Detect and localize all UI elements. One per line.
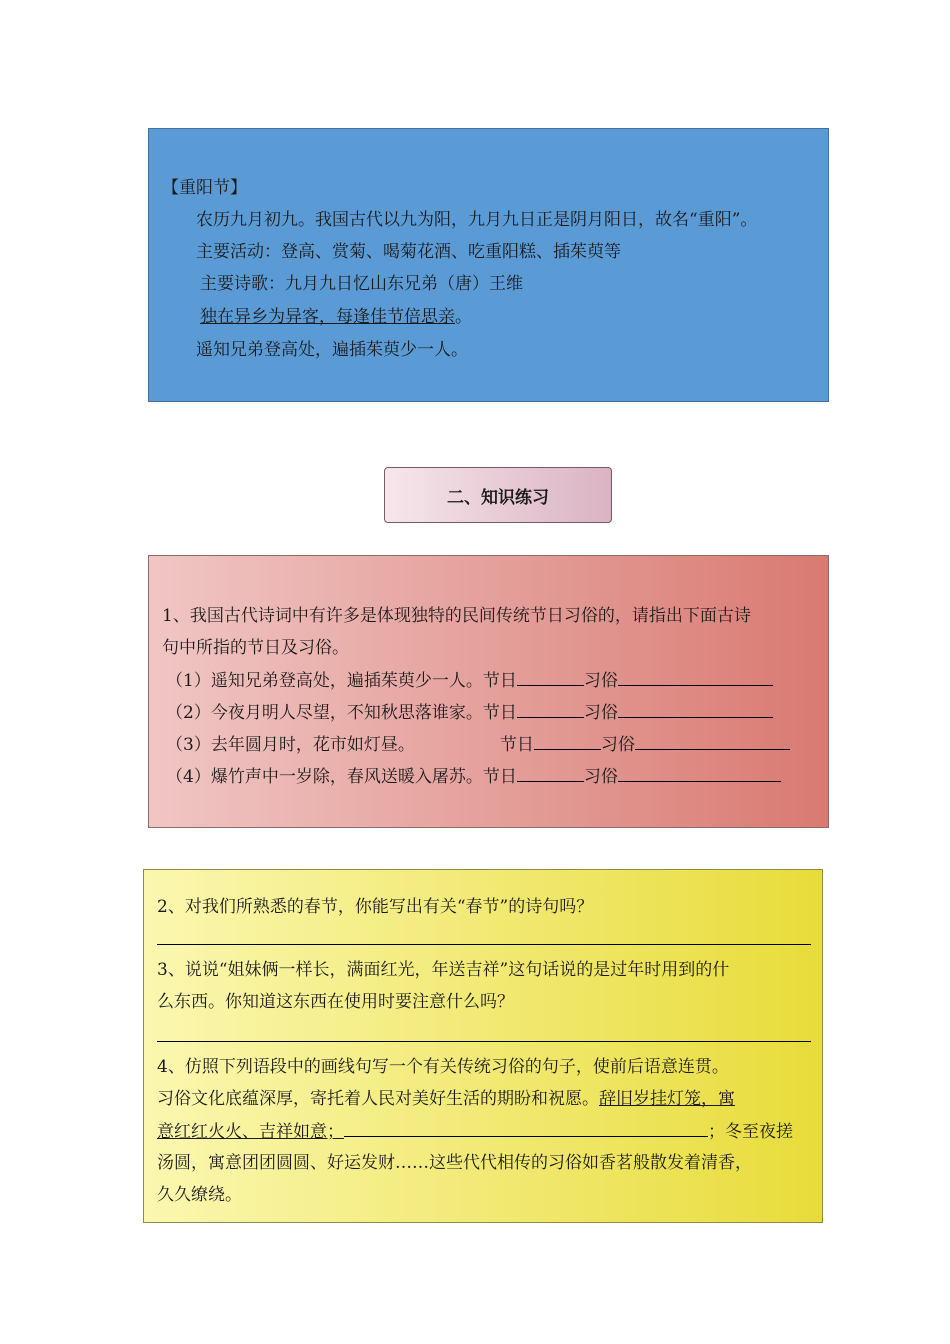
chongyang-intro: 农历九月初九。我国古代以九为阳，九月九日正是阴月阳日，故名“重阳”。 [196, 210, 758, 230]
holiday-answer-blank[interactable] [534, 733, 601, 750]
q1-item-2 [166, 701, 773, 724]
section-title: 二、知识练习 [384, 467, 612, 523]
q1-item-3-text: （3）去年圆月时，花市如灯昼。 [166, 735, 415, 755]
chongyang-poem-title: 主要诗歌：九月九日忆山东兄弟（唐）王维 [200, 274, 523, 294]
poem-line1-underlined: 独在异乡为异客，每逢佳节倍思亲 [200, 307, 455, 327]
q4-line2 [157, 1088, 735, 1110]
q1-stem-line1: 1、我国古代诗词中有许多是体现独特的民间传统节日习俗的，请指出下面古诗 [162, 606, 751, 626]
holiday-answer-blank[interactable] [517, 701, 584, 718]
custom-answer-blank[interactable] [618, 669, 773, 686]
q4-model-sentence-part2: 意红红火火、吉祥如意； [157, 1122, 344, 1142]
q3-line2: 么东西。你知道这东西在使用时要注意什么吗？ [157, 992, 514, 1012]
q4-line5: 久久缭绕。 [157, 1185, 242, 1205]
q3-line1: 3、说说“姐妹俩一样长，满面红光，年送吉祥”这句话说的是过年时用到的什 [157, 960, 730, 980]
chongyang-activities: 主要活动：登高、赏菊、喝菊花酒、吃重阳糕、插茱萸等 [196, 242, 621, 262]
q1-item-4 [166, 765, 781, 788]
q4-line3-end: ；冬至夜搓 [708, 1122, 793, 1142]
custom-label: 习俗 [583, 767, 618, 787]
custom-answer-blank[interactable] [618, 765, 781, 782]
q1-stem-line2: 句中所指的节日及习俗。 [162, 638, 349, 658]
q1-item-1 [166, 669, 773, 692]
chongyang-poem-line1 [200, 306, 472, 328]
q4-line2-plain: 习俗文化底蕴深厚，寄托着人民对美好生活的期盼和祝愿。 [157, 1089, 599, 1109]
q1-item-2-text: （2）今夜月明人尽望，不知秋思落谁家。节日 [166, 703, 517, 723]
poem-line1-end: 。 [455, 307, 472, 327]
holiday-answer-blank[interactable] [517, 669, 584, 686]
custom-label: 习俗 [583, 671, 618, 691]
q4-model-sentence-part1: 辞旧岁挂灯笼，寓 [599, 1089, 735, 1109]
q2-text: 2、对我们所熟悉的春节，你能写出有关“春节”的诗句吗？ [157, 897, 594, 917]
chongyang-heading: 【重阳节】 [162, 178, 247, 198]
custom-answer-blank[interactable] [635, 733, 790, 750]
q1-item-4-text: （4）爆竹声中一岁除，春风送暖入屠苏。节日 [166, 767, 517, 787]
q1-item-3 [166, 733, 790, 756]
q4-imitation-blank[interactable] [344, 1120, 708, 1137]
q4-line3 [157, 1120, 793, 1143]
holiday-answer-blank[interactable] [517, 765, 584, 782]
q4-line1: 4、仿照下列语段中的画线句写一个有关传统习俗的句子，使前后语意连贯。 [157, 1057, 729, 1077]
custom-answer-blank[interactable] [618, 701, 773, 718]
q2-answer-line[interactable] [157, 944, 811, 945]
custom-label: 习俗 [583, 703, 618, 723]
q1-item-1-text: （1）遥知兄弟登高处，遍插茱萸少一人。节日 [166, 671, 517, 691]
custom-label: 习俗 [600, 735, 635, 755]
chongyang-poem-line2: 遥知兄弟登高处，遍插茱萸少一人。 [196, 340, 468, 360]
q4-line4: 汤圆，寓意团团圆圆、好运发财……这些代代相传的习俗如香茗般散发着清香， [157, 1153, 752, 1173]
q3-answer-line[interactable] [157, 1041, 811, 1042]
holiday-label: 节日 [499, 735, 534, 755]
